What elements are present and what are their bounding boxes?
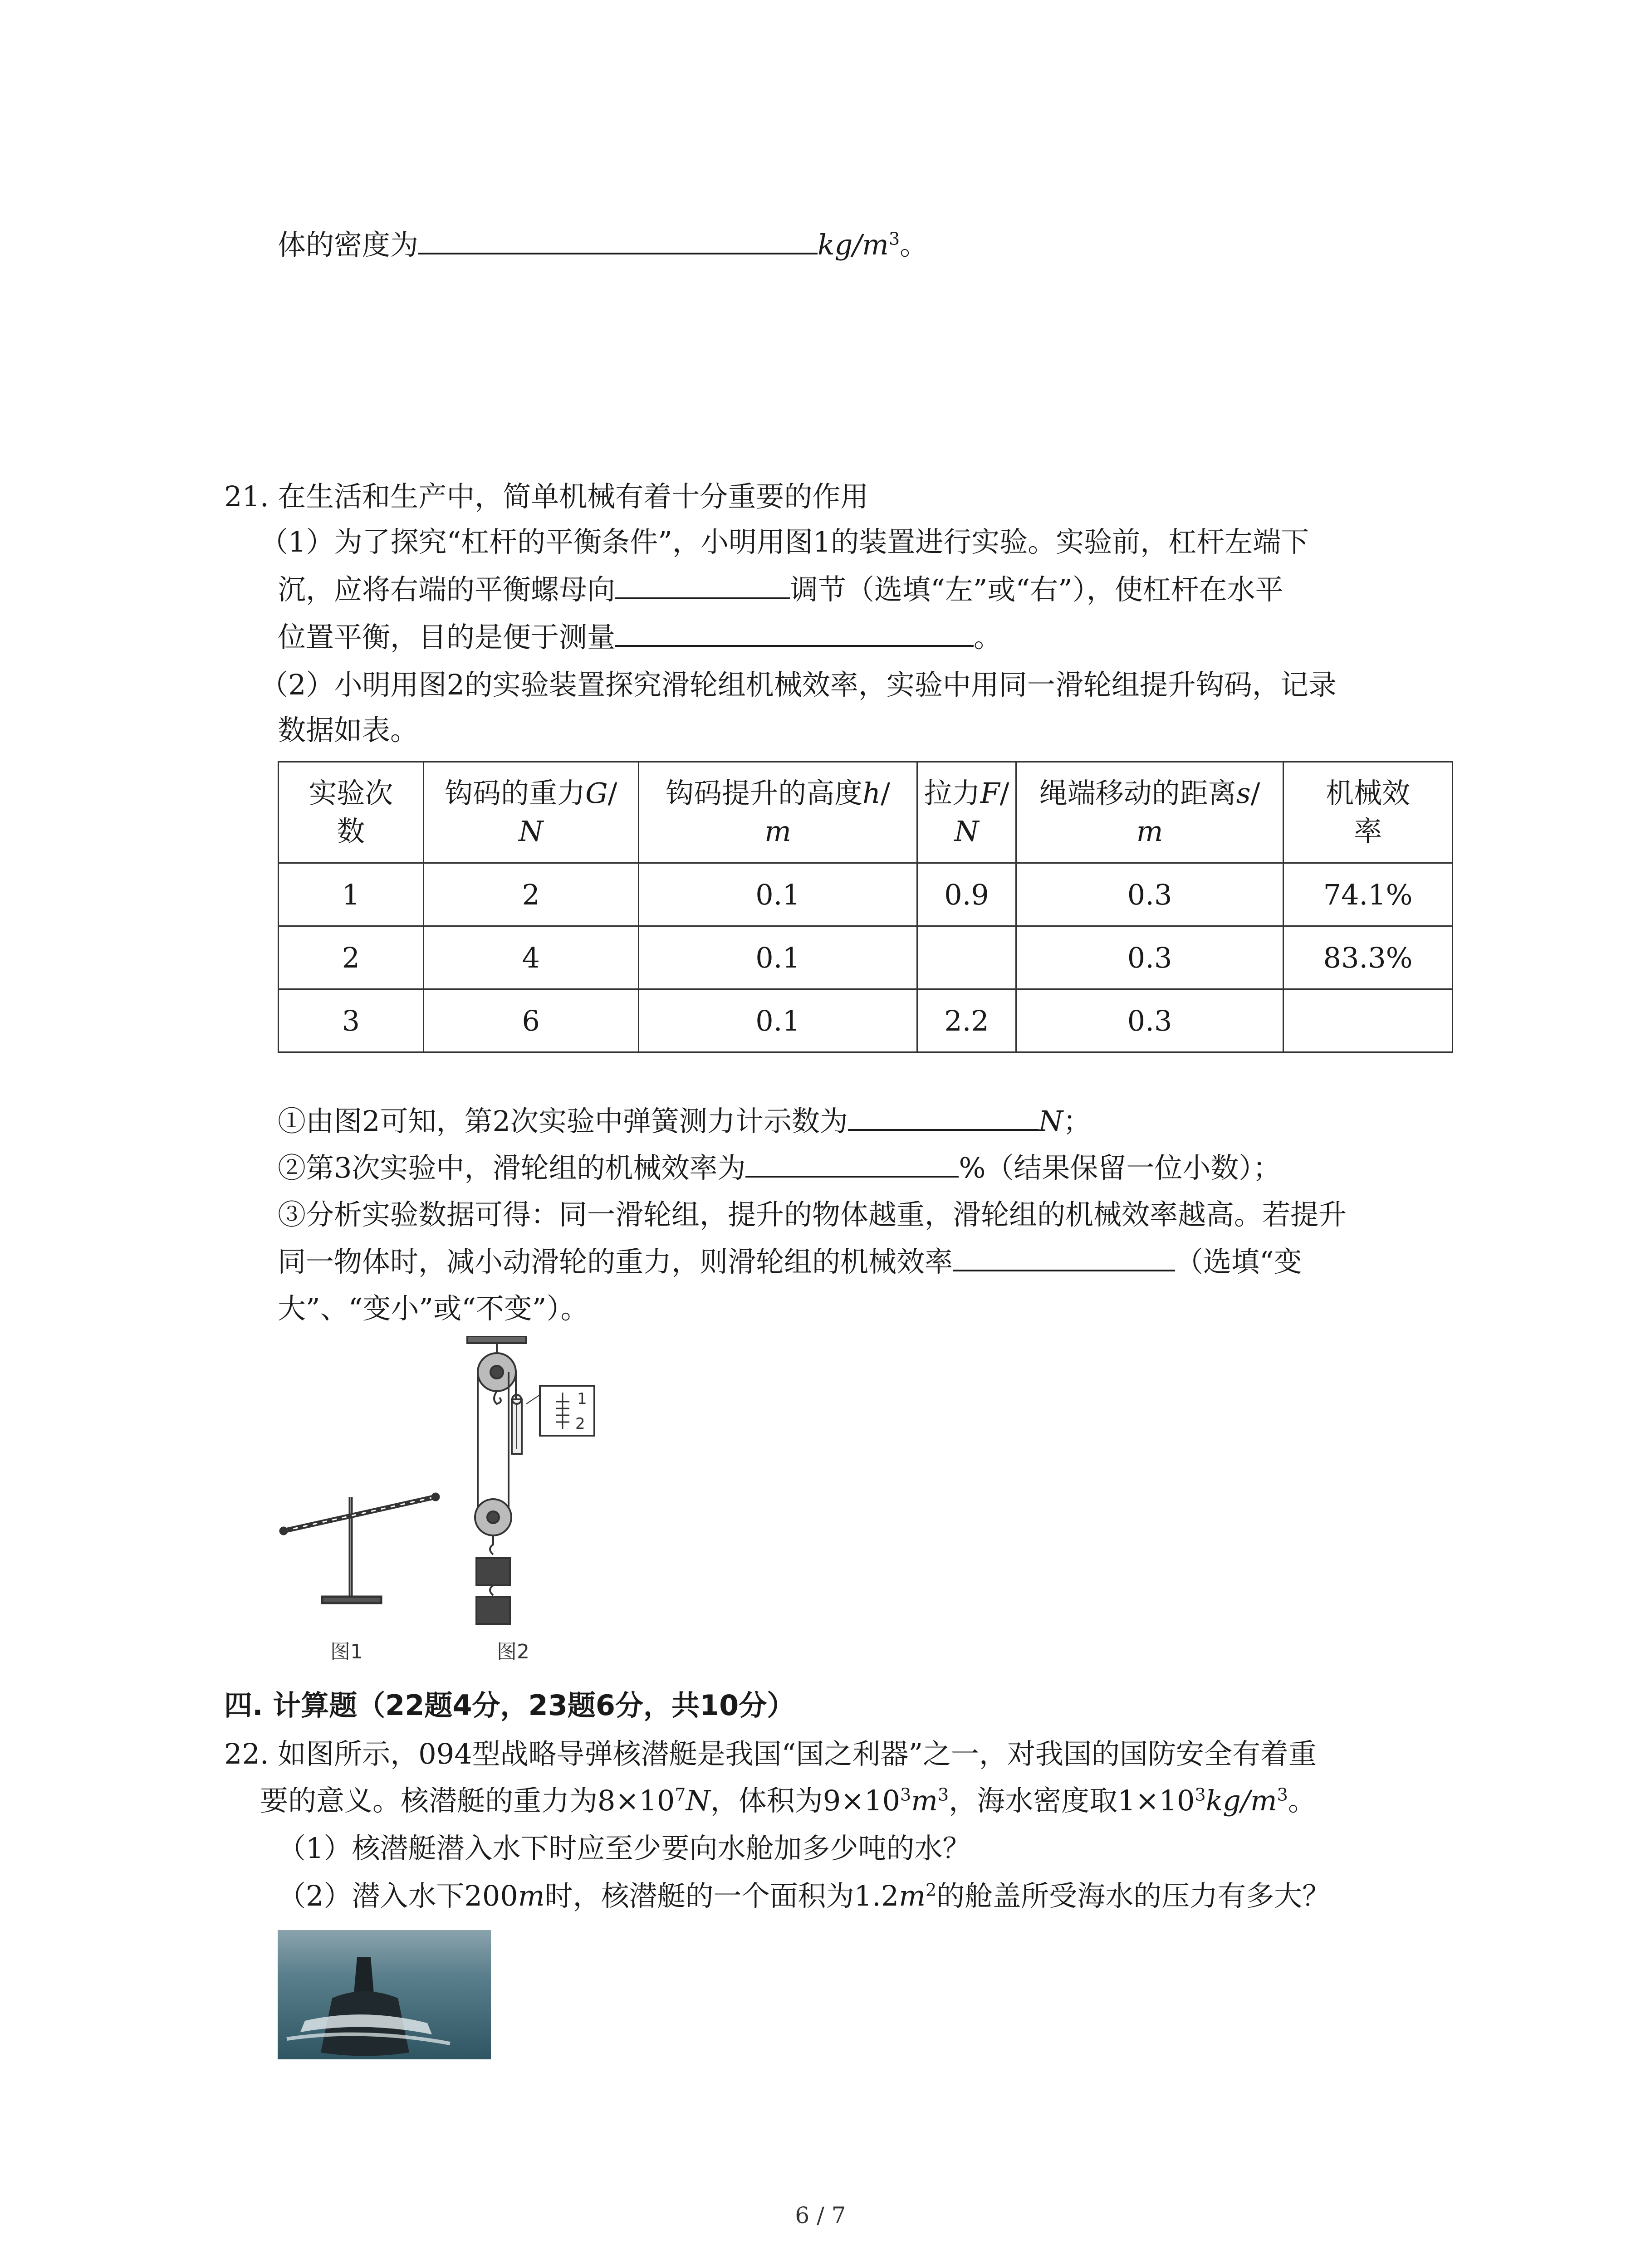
q21-part1-line1: （1）为了探究“杠杆的平衡条件”，小明用图1的装置进行实验。实验前，杠杆左端下: [260, 525, 1309, 558]
q21-part2-line1: （2）小明用图2的实验装置探究滑轮组机械效率，实验中用同一滑轮组提升钩码，记录: [260, 668, 1337, 701]
table-row: [279, 863, 1453, 926]
pulley-system-icon: [467, 1336, 594, 1624]
q21-sub1-text: ①由图2可知，第2次实验中弹簧测力计示数为: [278, 1105, 848, 1138]
q21-part1-line3-a: 位置平衡，目的是便于测量: [278, 621, 616, 654]
q21-sub1-end: ；: [1063, 1105, 1092, 1138]
q22-sub2: [278, 1878, 1330, 1914]
q21-sub2-end: %（结果保留一位小数）；: [959, 1151, 1281, 1184]
q21-part1-line2-b: 调节（选填“左”或“右”），使杠杆在水平: [790, 573, 1283, 606]
q21-sub3-line2: [278, 1244, 1302, 1280]
q22-exp: 3: [900, 1784, 911, 1805]
pulley-data-table: [278, 761, 1453, 1053]
q21-part2-line2: 数据如表。: [278, 714, 419, 747]
header-pull-force: 拉力F/ N: [917, 762, 1016, 863]
table-cell: 0.3: [1016, 989, 1283, 1052]
table-row: [279, 989, 1453, 1052]
q22-line1: 22. 如图所示，094型战略导弹核潜艇是我国“国之利器”之一，对我国的国防安全有着重: [224, 1737, 1317, 1770]
table-cell: 0.1: [638, 926, 917, 989]
lever-icon: [280, 1494, 439, 1603]
table-row: [279, 926, 1453, 989]
q21-sub3-line2-b: （选填“变: [1175, 1245, 1302, 1278]
section4-heading: 四. 计算题（22题4分，23题6分，共10分）: [224, 1689, 795, 1722]
q22-unit-density: kg/m: [1205, 1784, 1277, 1817]
table-cell: 0.9: [917, 863, 1016, 926]
table-cell: 6: [423, 989, 638, 1052]
q22-sub2-c: 的舱盖所受海水的压力有多大？: [936, 1879, 1331, 1912]
density-line: [278, 227, 928, 263]
q21-sub3-line3: 大”、“变小”或“不变”）。: [278, 1292, 589, 1325]
fig1-caption: 图1: [330, 1640, 363, 1663]
q22-exp: 3: [938, 1784, 949, 1805]
efficiency-change-blank[interactable]: [953, 1244, 1175, 1271]
scale-mark-2: 2: [575, 1415, 585, 1433]
q21-sub3-line2-a: 同一物体时，减小动滑轮的重力，则滑轮组的机械效率: [278, 1245, 953, 1278]
efficiency-blank[interactable]: [745, 1150, 959, 1178]
density-unit: kg/m: [818, 228, 889, 261]
submarine-photo: [278, 1930, 491, 2059]
spring-scale-reading-blank[interactable]: [848, 1104, 1038, 1131]
header-weight: 钩码的重力G/ N: [423, 762, 638, 863]
q22-sub1: （1）核潜艇潜入水下时应至少要向水舱加多少吨的水？: [278, 1832, 971, 1865]
q22-sub2-a: （2）潜入水下200: [278, 1879, 518, 1912]
table-cell: 3: [279, 989, 424, 1052]
lever-figure: [277, 1361, 449, 1633]
q22-sub2-unit2: m: [899, 1879, 926, 1912]
table-cell-empty: [917, 926, 1016, 989]
q22-unit-n: N: [686, 1784, 710, 1817]
q21-sub1-unit: N: [1038, 1105, 1063, 1138]
density-unit-exp: 3: [888, 229, 900, 249]
q22-line2: [260, 1783, 1316, 1819]
header-height: 钩码提升的高度h/ m: [638, 762, 917, 863]
table-cell: 2.2: [917, 989, 1016, 1052]
q22-line2-end: 。: [1288, 1784, 1316, 1817]
q22-sub2-unit: m: [518, 1879, 545, 1912]
q21-sub2-text: ②第3次实验中，滑轮组的机械效率为: [278, 1151, 746, 1184]
table-header-row: [279, 762, 1453, 863]
table-cell: 0.1: [638, 863, 917, 926]
measurement-purpose-blank[interactable]: [615, 620, 974, 647]
scale-mark-1: 1: [577, 1390, 587, 1408]
q21-sub2: [278, 1150, 1281, 1186]
table-cell: 83.3%: [1283, 926, 1453, 989]
table-cell-empty: [1283, 989, 1453, 1052]
q22-exp: 3: [1195, 1784, 1206, 1805]
q21-part1-line2: [278, 572, 1283, 608]
table-cell: 2: [279, 926, 424, 989]
lever-direction-blank[interactable]: [615, 572, 790, 599]
q22-unit-m: m: [911, 1784, 938, 1817]
pulley-figure: [458, 1336, 608, 1626]
q21-sub1: [278, 1103, 1091, 1139]
q22-line2-c: ，体积为9×10: [710, 1784, 901, 1817]
q22-exp: 7: [675, 1784, 686, 1805]
q22-line2-a: 要的意义。核潜艇的重力为8×10: [260, 1784, 675, 1817]
q21-stem: 21. 在生活和生产中，简单机械有着十分重要的作用: [224, 480, 869, 513]
fig2-caption: 图2: [497, 1640, 529, 1663]
table-cell: 4: [423, 926, 638, 989]
table-cell: 2: [423, 863, 638, 926]
header-rope-distance: 绳端移动的距离s/ m: [1016, 762, 1283, 863]
table-cell: 1: [279, 863, 424, 926]
table-cell: 0.3: [1016, 863, 1283, 926]
density-prefix: 体的密度为: [278, 228, 419, 261]
density-suffix: 。: [900, 228, 928, 261]
table-cell: 74.1%: [1283, 863, 1453, 926]
table-cell: 0.3: [1016, 926, 1283, 989]
header-trial-number: 实验次 数: [279, 762, 424, 863]
q22-exp: 3: [1277, 1784, 1288, 1805]
table-cell: 0.1: [638, 989, 917, 1052]
q21-sub3-line1: ③分析实验数据可得：同一滑轮组，提升的物体越重，滑轮组的机械效率越高。若提升: [278, 1198, 1347, 1231]
density-answer-blank[interactable]: [418, 227, 818, 254]
q22-line2-e: ，海水密度取1×10: [949, 1784, 1195, 1817]
q21-part1-line2-a: 沉，应将右端的平衡螺母向: [278, 573, 616, 606]
header-efficiency: 机械效 率: [1283, 762, 1453, 863]
q22-sub2-b: 时，核潜艇的一个面积为1.2: [544, 1879, 899, 1912]
q22-sub2-exp: 2: [926, 1880, 937, 1900]
page-number: 6 / 7: [795, 2202, 846, 2229]
q21-part1-line3: [278, 619, 1002, 655]
q21-part1-line3-b: 。: [974, 621, 1002, 654]
